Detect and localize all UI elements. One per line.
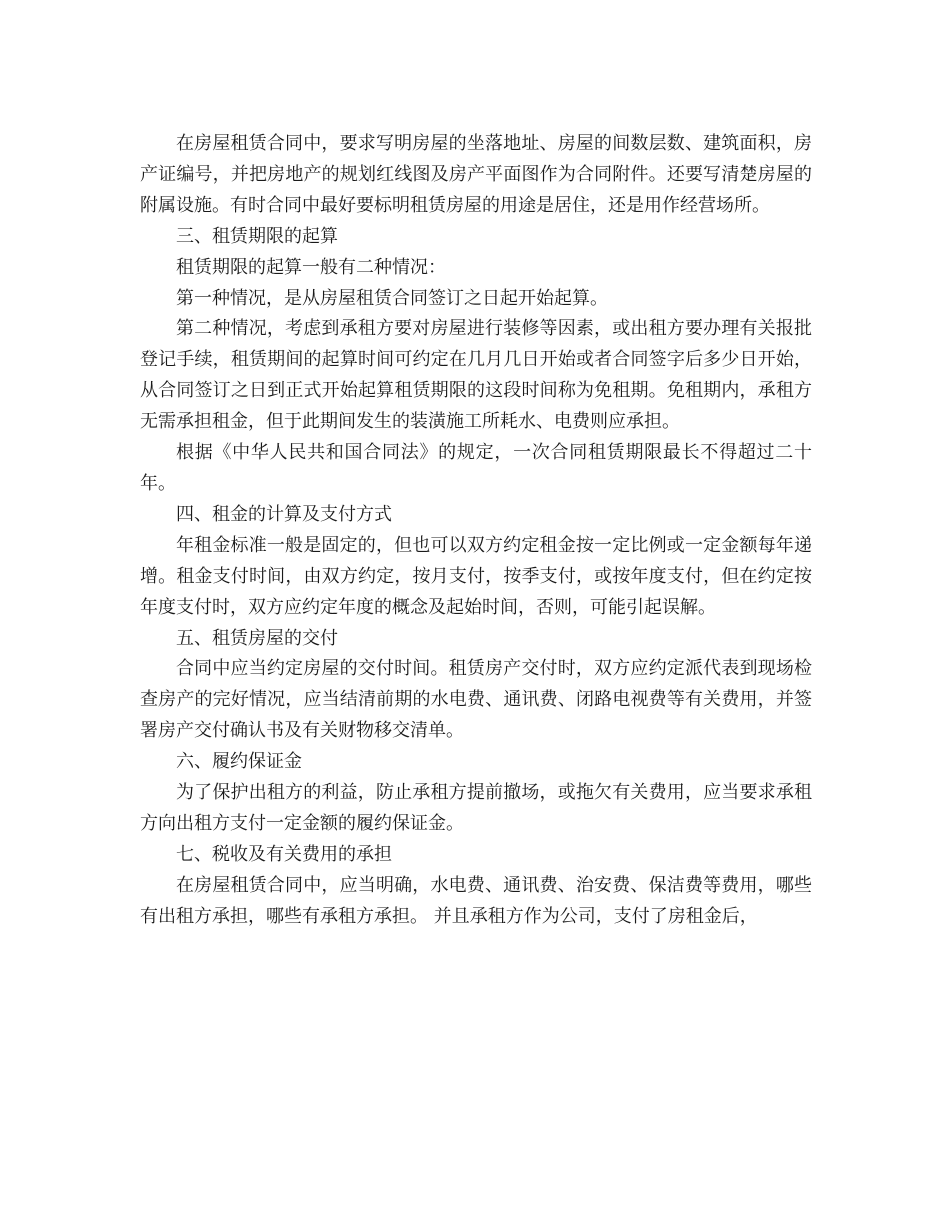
paragraph-lease-term-case-two: 第二种情况，考虑到承租方要对房屋进行装修等因素，或出租方要办理有关报批登记手续，租赁期间的起算时间可约定在几月几日开始或者合同签字后多少日开始，从合同签订之日到正式开始起算租赁期限的这段时间称为免租期。免租期内，承租方无需承担租金，但于此期间发生的装潢施工所耗水、电费则应承担。 bbox=[140, 318, 812, 433]
section-heading-rent-payment: 四、租金的计算及支付方式 bbox=[176, 503, 392, 525]
paragraph-rent-payment: 年租金标准一般是固定的，但也可以双方约定租金按一定比例或一定金额每年递增。租金支付时间，由双方约定，按月支付，按季支付，或按年度支付，但在约定按年度支付时，双方应约定年度的概念及起始时间，否则，可能引起误解。 bbox=[140, 534, 812, 618]
paragraph-lease-term-case-one: 第一种情况，是从房屋租赁合同签订之日起开始起算。 bbox=[176, 287, 608, 309]
section-heading-lease-term-start: 三、租赁期限的起算 bbox=[176, 225, 338, 247]
paragraph-performance-deposit: 为了保护出租方的利益，防止承租方提前撤场，或拖欠有关费用，应当要求承租方向出租方支付一定金额的履约保证金。 bbox=[140, 782, 812, 834]
paragraph-taxes-and-fees: 在房屋租赁合同中，应当明确，水电费、通讯费、治安费、保洁费等费用，哪些有出租方承担，哪些有承租方承担。 并且承租方作为公司，支付了房租金后， bbox=[140, 874, 812, 927]
section-heading-property-delivery: 五、租赁房屋的交付 bbox=[176, 627, 338, 649]
paragraph-lease-term-intro: 租赁期限的起算一般有二种情况： bbox=[176, 256, 446, 278]
paragraph-property-description: 在房屋租赁合同中，要求写明房屋的坐落地址、房屋的间数层数、建筑面积，房产证编号，并把房地产的规划红线图及房产平面图作为合同附件。还要写清楚房屋的附属设施。有时合同中最好要标明租赁房屋的用途是居住，还是用作经营场所。 bbox=[140, 133, 812, 216]
document-body bbox=[140, 129, 812, 933]
section-heading-taxes-and-fees: 七、税收及有关费用的承担 bbox=[176, 843, 392, 865]
paragraph-lease-term-limit: 根据《中华人民共和国合同法》的规定，一次合同租赁期限最长不得超过二十年。 bbox=[140, 442, 812, 494]
section-heading-performance-deposit: 六、履约保证金 bbox=[176, 751, 302, 773]
paragraph-property-delivery: 合同中应当约定房屋的交付时间。租赁房产交付时，双方应约定派代表到现场检查房产的完好情况，应当结清前期的水电费、通讯费、闭路电视费等有关费用，并签署房产交付确认书及有关财物移交清单。 bbox=[140, 658, 812, 742]
